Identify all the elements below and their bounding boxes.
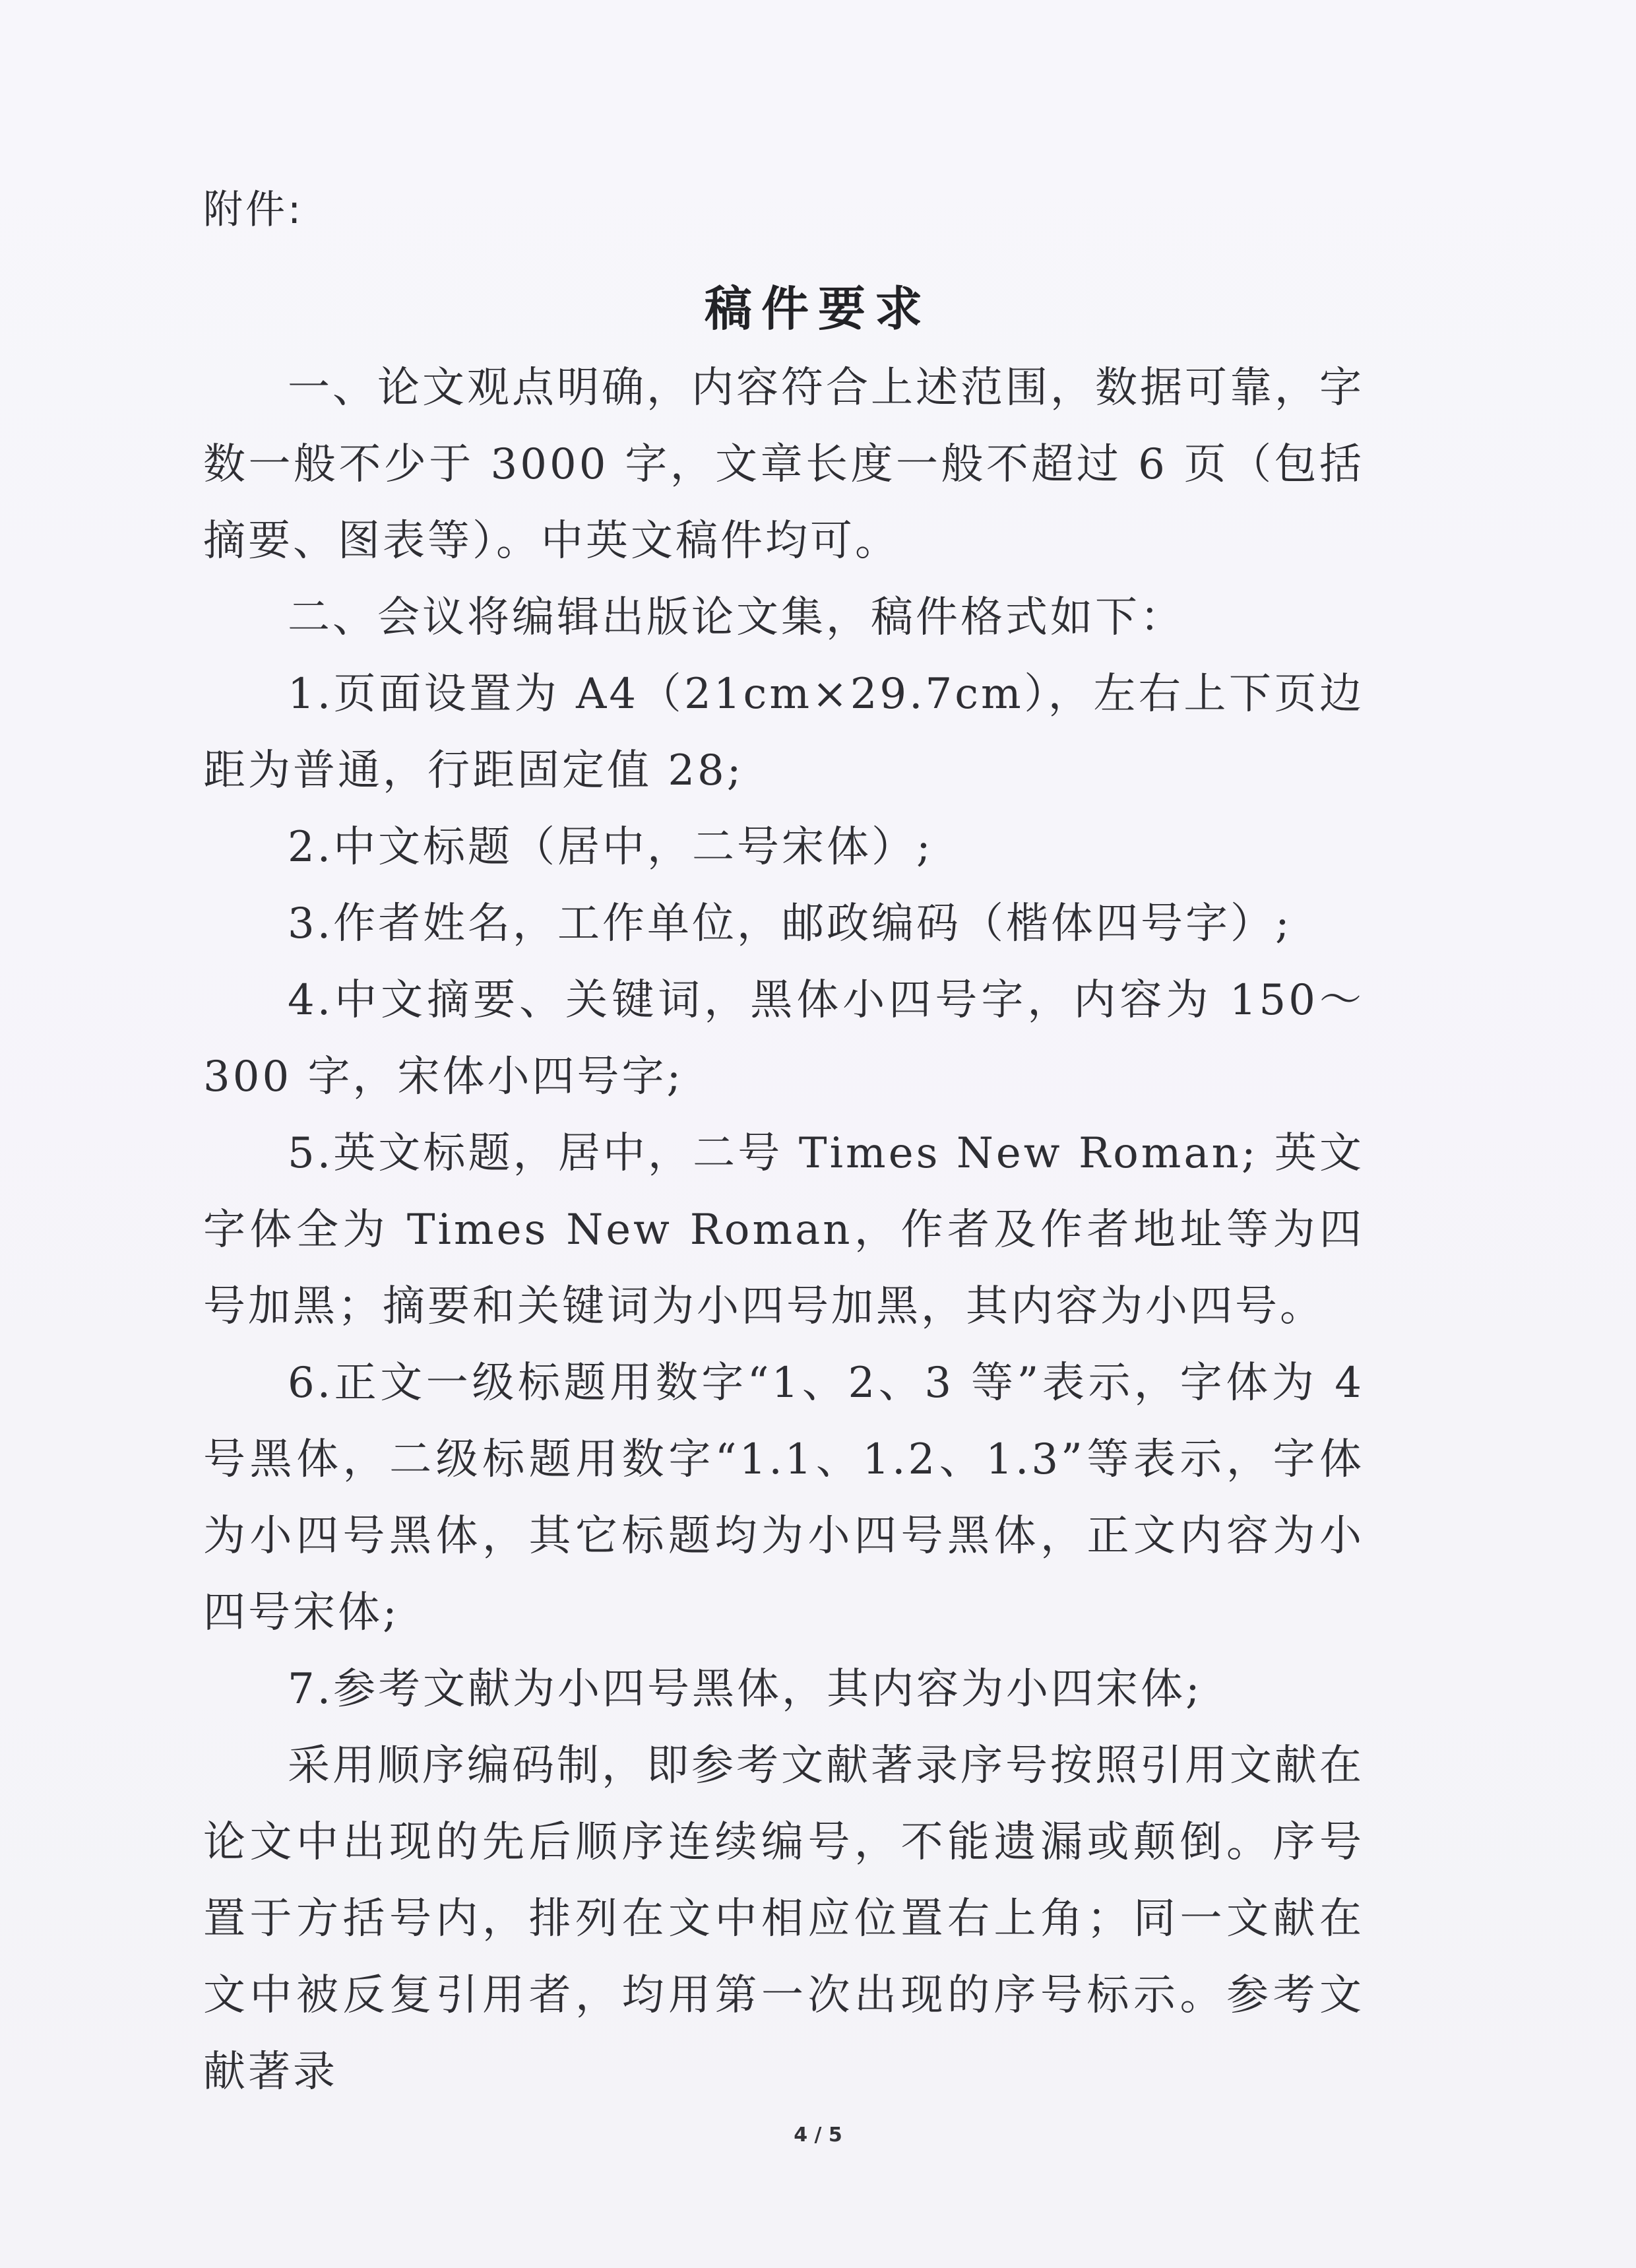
paragraph-requirement-1: 一、论文观点明确，内容符合上述范围，数据可靠，字数一般不少于 3000 字，文章长度一般不超过 6 页（包括摘要、图表等）。中英文稿件均可。 [203, 364, 1364, 566]
paragraph-references-numbering: 采用顺序编码制，即参考文献著录序号按照引用文献在论文中出现的先后顺序连续编号，不能遗漏或颠倒。序号置于方括号内，排列在文中相应位置右上角；同一文献在文中被反复引用者，均用第一次出现的序号标示。参考文献著录 [203, 1741, 1364, 2096]
paragraph-chinese-title: 2.中文标题（居中，二号宋体）; [288, 823, 933, 872]
attachment-label: 附件: [203, 187, 304, 233]
paragraph-english-title: 5.英文标题，居中，二号 Times New Roman; 英文字体全为 Times New Roman，作者及作者地址等为四号加黑；摘要和关键词为小四号加黑，其内容为小四号。 [203, 1129, 1364, 1331]
page-number: 4 / 5 [794, 2123, 842, 2147]
paragraph-chinese-abstract: 4.中文摘要、关键词，黑体小四号字，内容为 150～300 字，宋体小四号字; [203, 976, 1364, 1101]
paragraph-references-font: 7.参考文献为小四号黑体，其内容为小四宋体; [288, 1665, 1203, 1714]
document-title: 稿件要求 [704, 280, 931, 337]
paragraph-author-info: 3.作者姓名，工作单位，邮政编码（楷体四号字）; [288, 899, 1292, 948]
document-body [203, 350, 1364, 2110]
paragraph-requirement-2: 二、会议将编辑出版论文集，稿件格式如下： [288, 593, 1185, 642]
paragraph-headings: 6.正文一级标题用数字“1、2、3 等”表示，字体为 4 号黑体，二级标题用数字“1.1、1.2、1.3”等表示，字体为小四号黑体，其它标题均为小四号黑体，正文内容为小四号宋体; [203, 1359, 1364, 1637]
paragraph-page-setup: 1.页面设置为 A4（21cm×29.7cm），左右上下页边距为普通，行距固定值 28; [203, 670, 1364, 795]
